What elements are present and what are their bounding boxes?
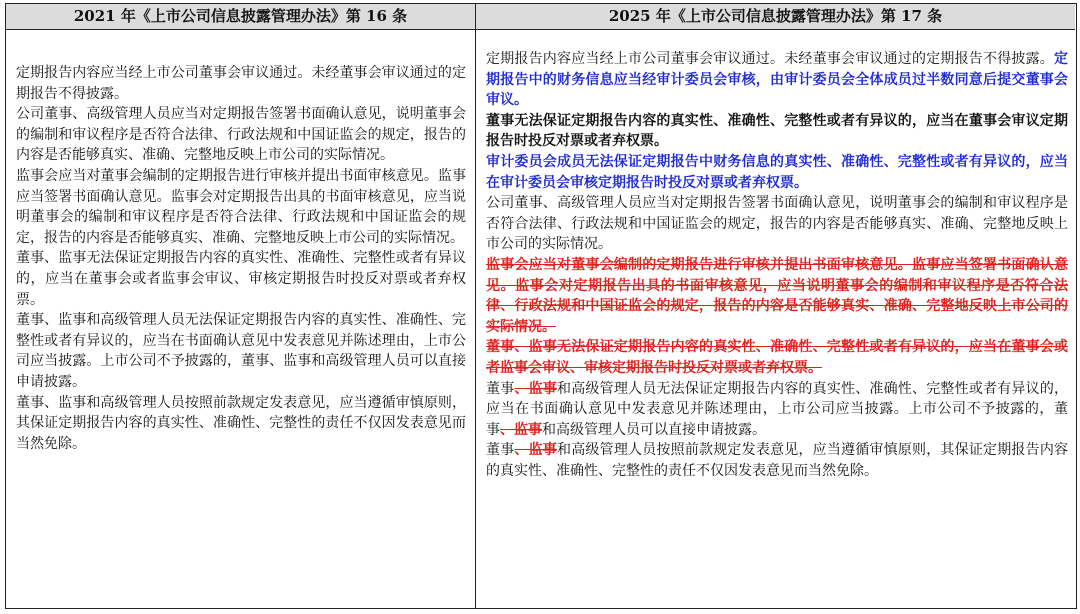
right-paragraph-3: 审计委员会成员无法保证定期报告中财务信息的真实性、准确性、完整性或者有异议的，应当在审计委员会审核定期报告时投反对票或者弃权票。 <box>486 153 1068 191</box>
right-p7-part-a: 董事 <box>486 380 515 397</box>
right-paragraph-5-deleted: 监事会应当对董事会编制的定期报告进行审核并提出书面审核意见。监事应当签署书面确认意见。监事会对定期报告出具的书面审核意见，应当说明董事会的编制和审议程序是否符合法律、行政法规和中国证监会的规定，报告的内容是否能够真实、准确、完整地反映上市公司的实际情况。 <box>486 256 1068 335</box>
right-p8-part-b: 和高级管理人员按照前款规定发表意见，应当遵循审慎原则，其保证定期报告内容的真实性、准确性、完整性的责任不仅因发表意见而当然免除。 <box>486 442 1069 479</box>
right-p7-deleted-2: 、监事 <box>500 421 542 438</box>
header-2025: 2025 年《上市公司信息披露管理办法》第 17 条 <box>475 4 1075 30</box>
right-paragraph-7 <box>486 379 1068 441</box>
left-paragraph-4: 董事、监事无法保证定期报告内容的真实性、准确性、完整性或者有异议的，应当在董事会或者监事会审议、审核定期报告时投反对票或者弃权票。 <box>16 250 466 308</box>
right-p8-deleted: 、监事 <box>514 442 558 459</box>
right-p7-deleted-1: 、监事 <box>514 380 558 397</box>
header-2021: 2021 年《上市公司信息披露管理办法》第 16 条 <box>6 4 475 30</box>
right-p7-part-b: 和高级管理人员无法保证定期报告内容的真实性、准确性、完整性或者有异议的，应当在书面确认意见中发表意见并陈述理由，上市公司应当披露。上市公司不予披露的，董事 <box>486 380 1069 438</box>
right-paragraph-4: 公司董事、高级管理人员应当对定期报告签署书面确认意见，说明董事会的编制和审议程序是否符合法律、行政法规和中国证监会的规定，报告的内容是否能够真实、准确、完整地反映上市公司的实际情况。 <box>486 195 1068 253</box>
left-paragraph-3: 监事会应当对董事会编制的定期报告进行审核并提出书面审核意见。监事应当签署书面确认意见。监事会对定期报告出具的书面审核意见，应当说明董事会的编制和审议程序是否符合法律、行政法规和中国证监会的规定，报告的内容是否能够真实、准确、完整地反映上市公司的实际情况。 <box>16 167 466 246</box>
right-p8-part-a: 董事 <box>486 442 515 459</box>
right-p1-text: 定期报告内容应当经上市公司董事会审议通过。未经董事会审议通过的定期报告不得披露。 <box>486 51 1054 67</box>
left-paragraph-6: 董事、监事和高级管理人员按照前款规定发表意见，应当遵循审慎原则，其保证定期报告内容的真实性、准确性、完整性的责任不仅因发表意见而当然免除。 <box>16 394 466 452</box>
left-paragraph-5: 董事、监事和高级管理人员无法保证定期报告内容的真实性、准确性、完整性或者有异议的，应当在书面确认意见中发表意见并陈述理由，上市公司应当披露。上市公司不予披露的，董事、监事和高级管理人员可以直接申请披露。 <box>16 312 466 390</box>
left-paragraph-1: 定期报告内容应当经上市公司董事会审议通过。未经董事会审议通过的定期报告不得披露。 <box>16 65 466 102</box>
left-paragraph-2: 公司董事、高级管理人员应当对定期报告签署书面确认意见，说明董事会的编制和审议程序是否符合法律、行政法规和中国证监会的规定，报告的内容是否能够真实、准确、完整地反映上市公司的实际情况。 <box>16 106 466 164</box>
right-paragraph-8 <box>486 440 1068 481</box>
comparison-table <box>5 3 1077 609</box>
right-p7-part-c: 和高级管理人员可以直接申请披露。 <box>542 421 766 438</box>
right-p1-added-text: 定期报告中的财务信息应当经审计委员会审核，由审计委员会全体成员过半数同意后提交董事会审议。 <box>486 51 1068 109</box>
column-2021 <box>6 30 475 608</box>
column-2025 <box>475 30 1075 608</box>
right-paragraph-1 <box>486 49 1068 111</box>
right-paragraph-6-deleted: 董事、监事无法保证定期报告内容的真实性、准确性、完整性或者有异议的，应当在董事会或者监事会审议、审核定期报告时投反对票或者弃权票。 <box>486 339 1068 376</box>
right-paragraph-2: 董事无法保证定期报告内容的真实性、准确性、完整性或者有异议的，应当在董事会审议定期报告时投反对票或者弃权票。 <box>486 112 1068 150</box>
